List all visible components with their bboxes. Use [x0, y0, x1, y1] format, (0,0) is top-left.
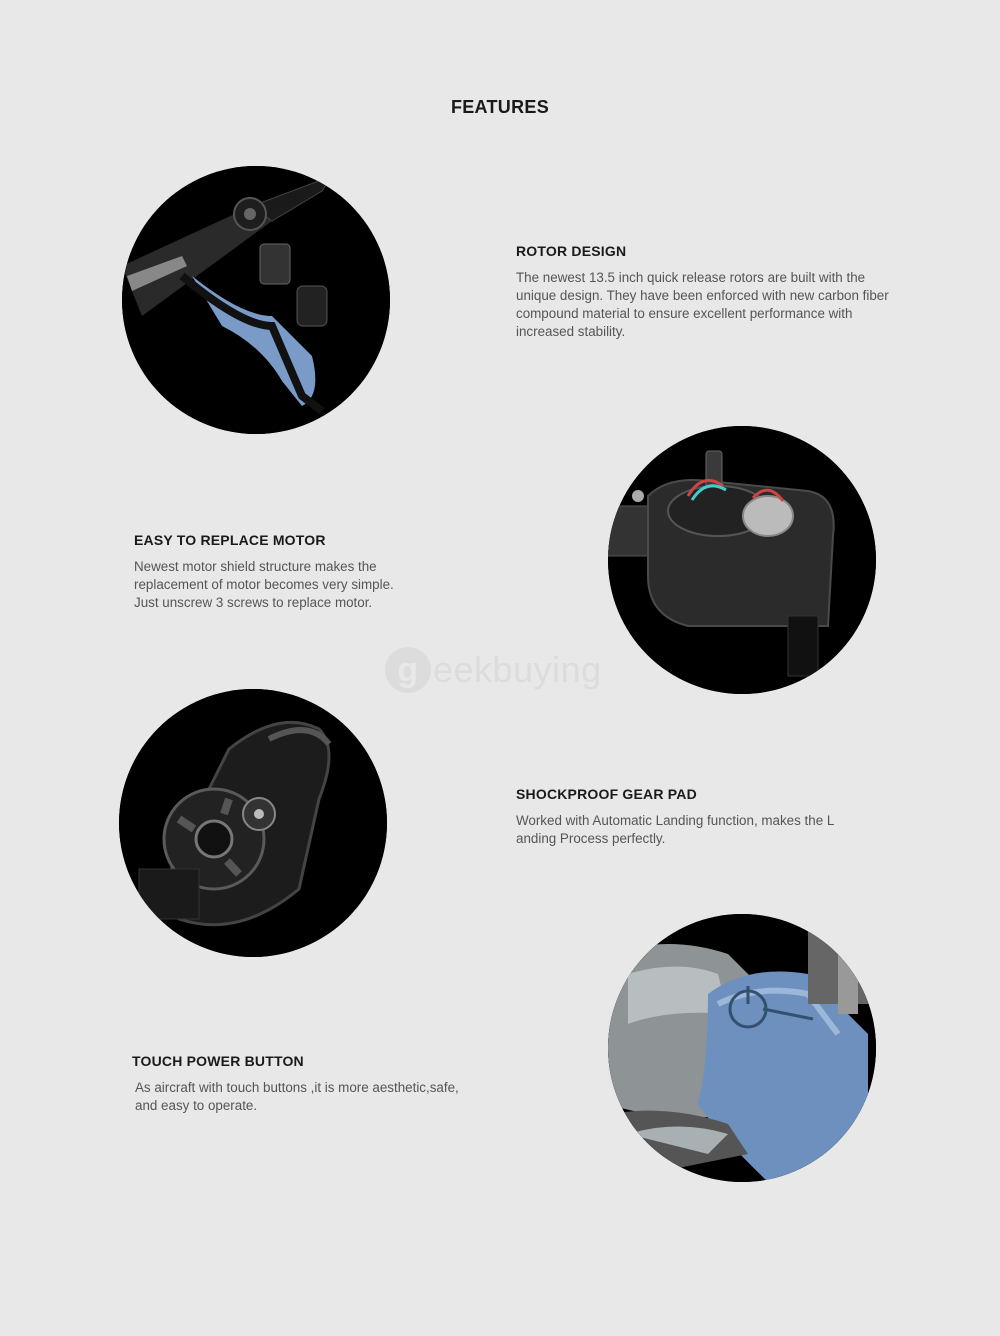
feature-description: Worked with Automatic Landing function, makes the L anding Process perfectly.	[516, 813, 835, 846]
page-title: FEATURES	[450, 97, 550, 117]
feature-title: TOUCH POWER BUTTON	[132, 1053, 304, 1069]
rotor-design-image	[122, 166, 390, 434]
power-button-image	[608, 914, 876, 1182]
rotor-propeller-icon	[122, 166, 390, 434]
feature-title: SHOCKPROOF GEAR PAD	[516, 786, 697, 802]
watermark	[385, 642, 625, 698]
feature-description: The newest 13.5 inch quick release rotors are built with the unique design. They have been enforced with new carbon fiber compound material to ensure excellent performance with increased stability.	[516, 270, 889, 339]
feature-easy-to-replace-motor	[134, 532, 464, 612]
gear-pad-icon	[119, 689, 387, 957]
feature-title: ROTOR DESIGN	[516, 243, 627, 259]
watermark-text: eekbuying	[433, 649, 602, 690]
feature-description: As aircraft with touch buttons ,it is more aesthetic,safe, and easy to operate.	[135, 1080, 459, 1113]
power-button-icon	[608, 914, 876, 1182]
feature-title: EASY TO REPLACE MOTOR	[134, 532, 326, 548]
geekbuying-logo-icon: g	[385, 647, 431, 693]
gear-pad-image	[119, 689, 387, 957]
feature-touch-power-button	[132, 1053, 512, 1115]
motor-shield-icon	[608, 426, 876, 694]
feature-shockproof-gear-pad	[516, 786, 946, 848]
feature-rotor-design	[516, 243, 946, 341]
motor-image	[608, 426, 876, 694]
feature-description: Newest motor shield structure makes the replacement of motor becomes very simple. Just unscrew 3 screws to replace motor.	[134, 559, 394, 610]
